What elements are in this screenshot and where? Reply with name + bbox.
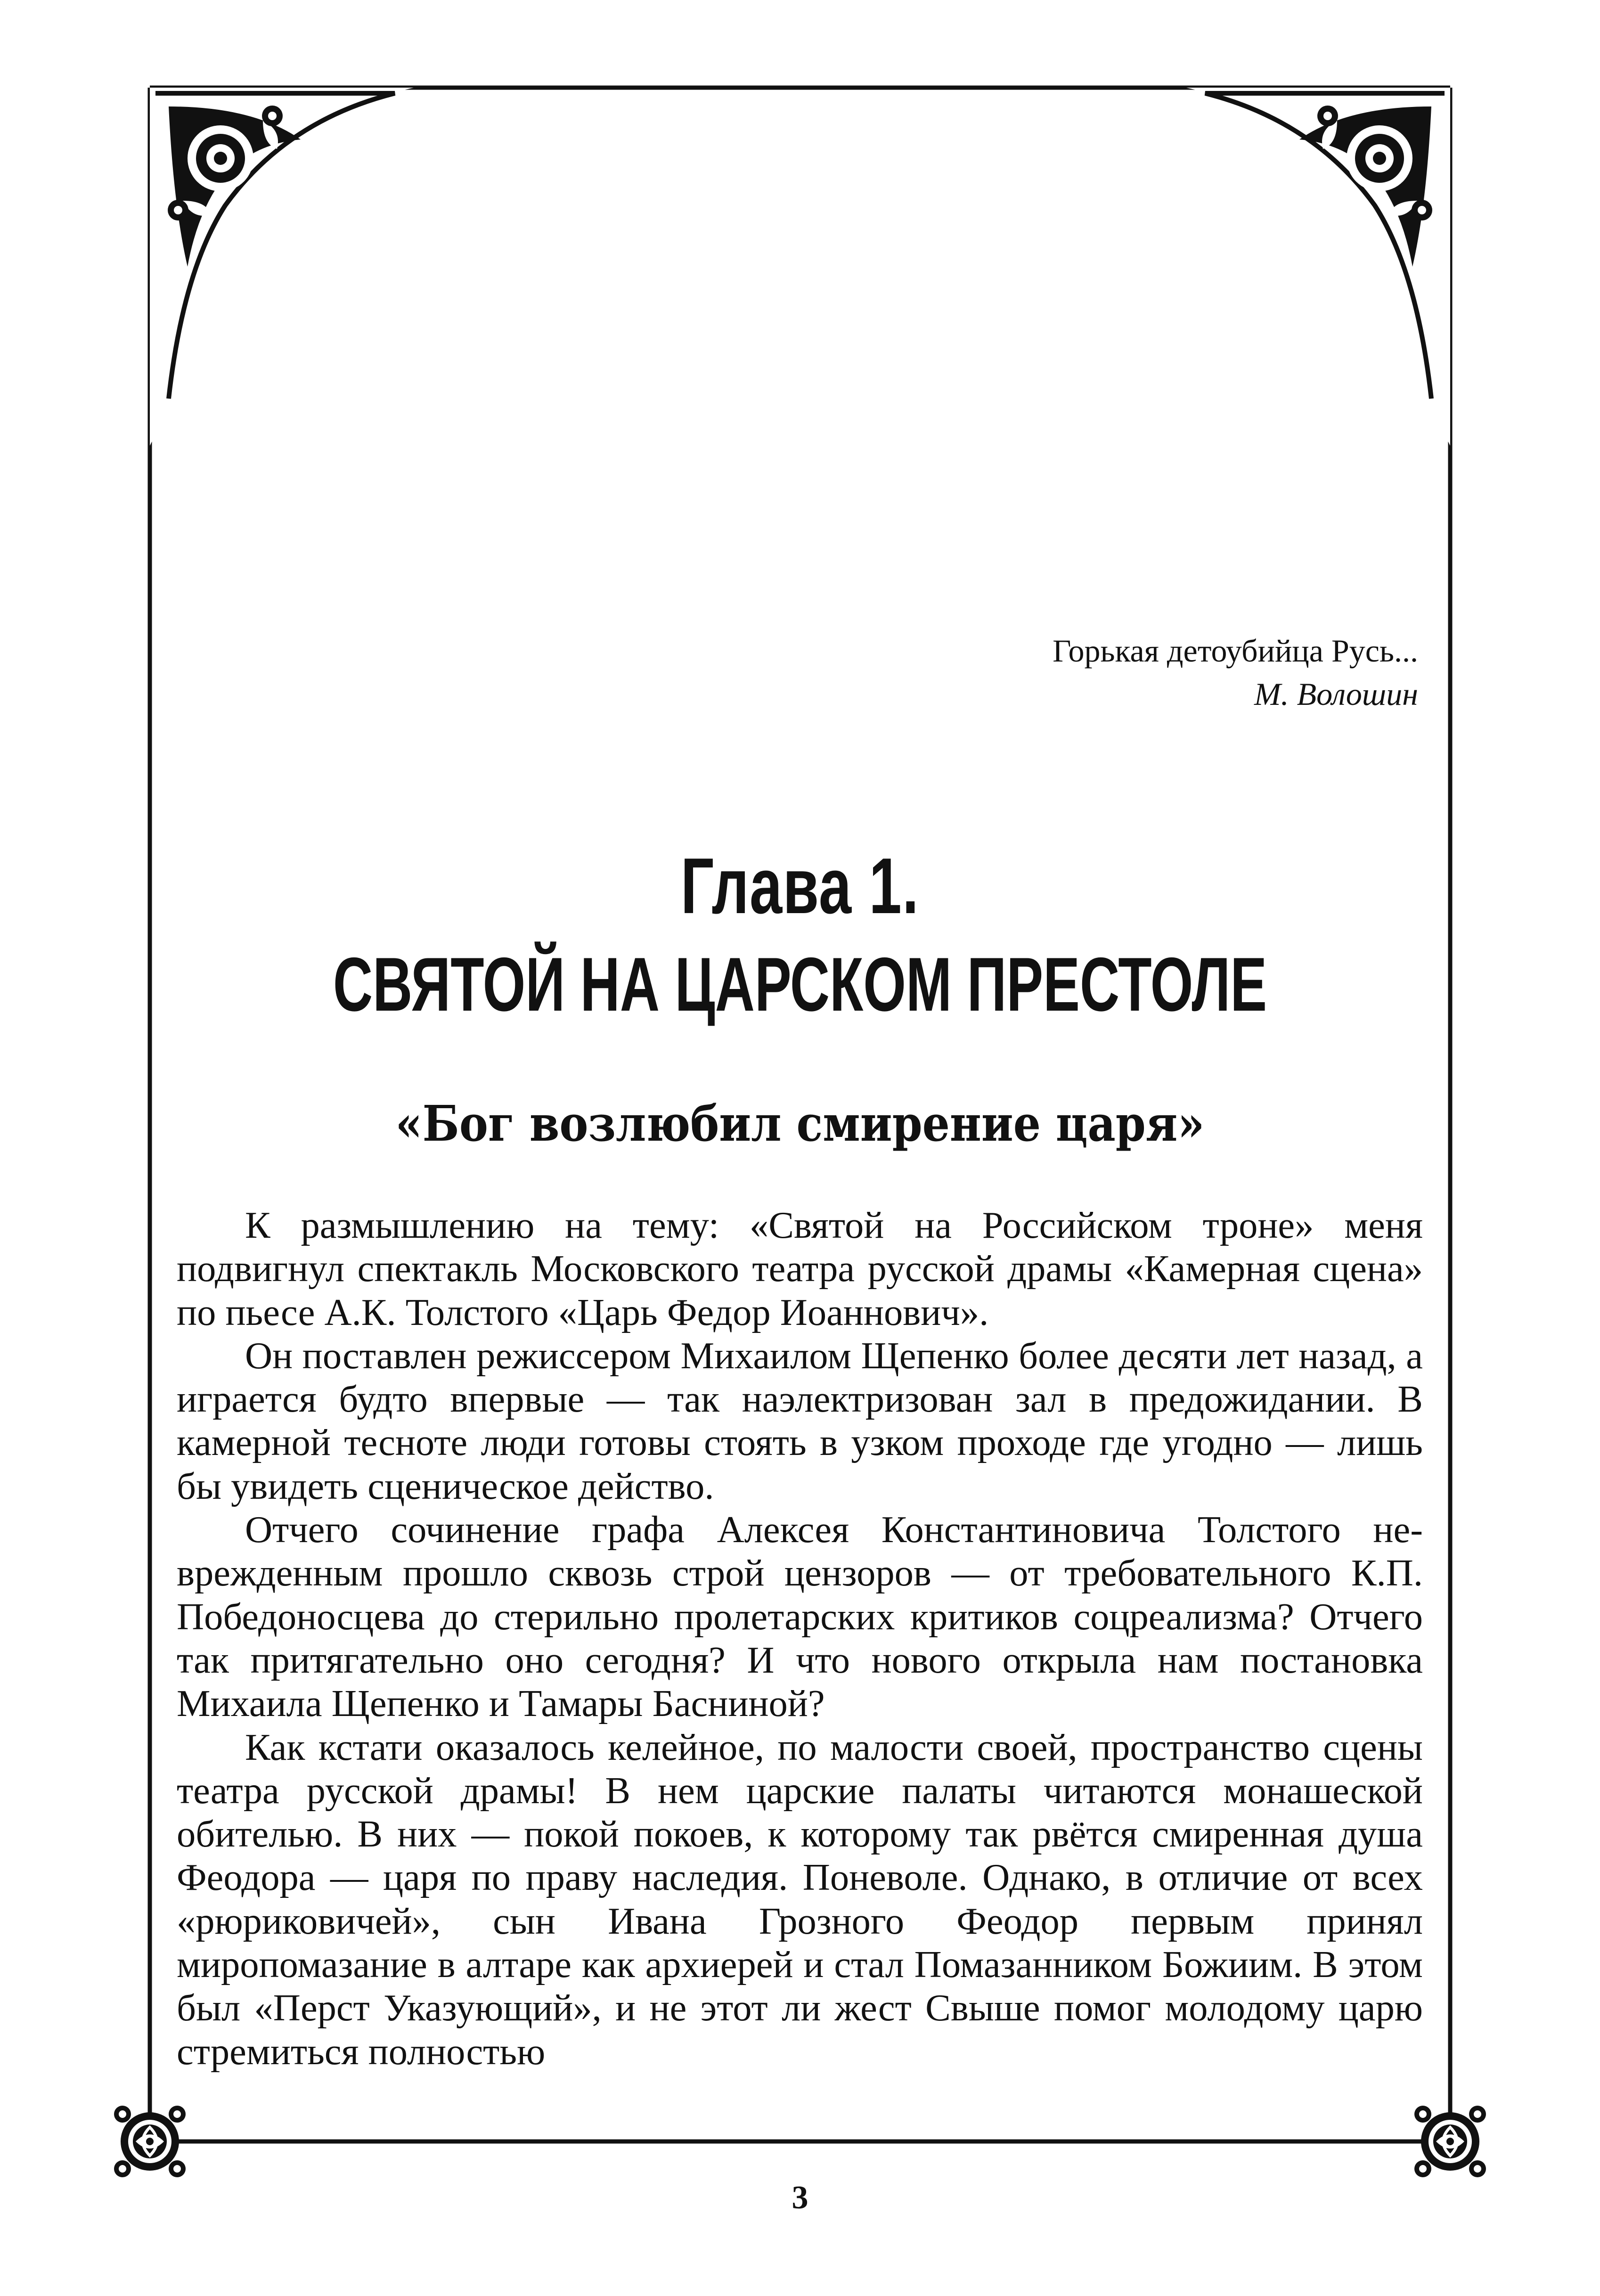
epigraph-quote: Горькая детоубийца Русь... — [1053, 633, 1418, 669]
epigraph-author: М. Волошин — [1254, 676, 1418, 712]
paragraph: К размышлению на тему: «Святой на Российском троне» меня подвигнул спектакль Московского театра русской драмы «Камерная сцена» по пьесе А.К. Толстого «Царь Федор Иоаннович». — [177, 1204, 1423, 1333]
paragraph: Отчего сочинение графа Алексея Константиновича Толстого неврежденным прошло сквозь строй цензоров — от требовательного К.П. Победоносцева до стерильно пролетарских критиков соцреализма? Отчего так притягательно оно сегодня? И что нового открыла нам постановка Михаила Щепенко и Тамары Басниной? — [177, 1509, 1423, 1725]
epigraph — [707, 629, 1418, 716]
page-number: 3 — [792, 2180, 808, 2216]
corner-ornament-top-right — [1186, 88, 1450, 446]
paragraph: Он поставлен режиссером Михаилом Щепенко более десяти лет назад, а играется будто впервые — так наэлектризован зал в предожидании. В камерной тесноте люди готовы стоять в узком проходе где угодно — лишь бы увидеть сценическое действо. — [177, 1334, 1423, 1507]
chapter-label: Глава 1. — [680, 842, 920, 930]
paragraph: Как кстати оказалось келейное, по малости своей, пространство сцены театра русской драмы! В нем царские палаты читаются монашеской обителью. В них — покой покоев, к которому так рвётся смиренная душа Феодора — царя по праву наследия. Поневоле. Однако, в отличие от всех «рюриковичей», сын Ивана Грозного Феодор первым принял миропомазание в алтаре как архиерей и стал Помазанником Божиим. В этом был «Перст Указующий», и не этот ли жест Свыше помог молодому царю стремиться полностью — [177, 1726, 1423, 2073]
corner-ornament-top-left — [150, 88, 414, 446]
section-title: «Бог возлюбил смирение царя» — [395, 1095, 1205, 1152]
knot-ornament-bottom-left — [114, 2106, 186, 2177]
knot-ornament-bottom-right — [1414, 2106, 1486, 2177]
body-text — [177, 1204, 1423, 2074]
chapter-title: СВЯТОЙ НА ЦАРСКОМ ПРЕСТОЛЕ — [333, 942, 1267, 1027]
